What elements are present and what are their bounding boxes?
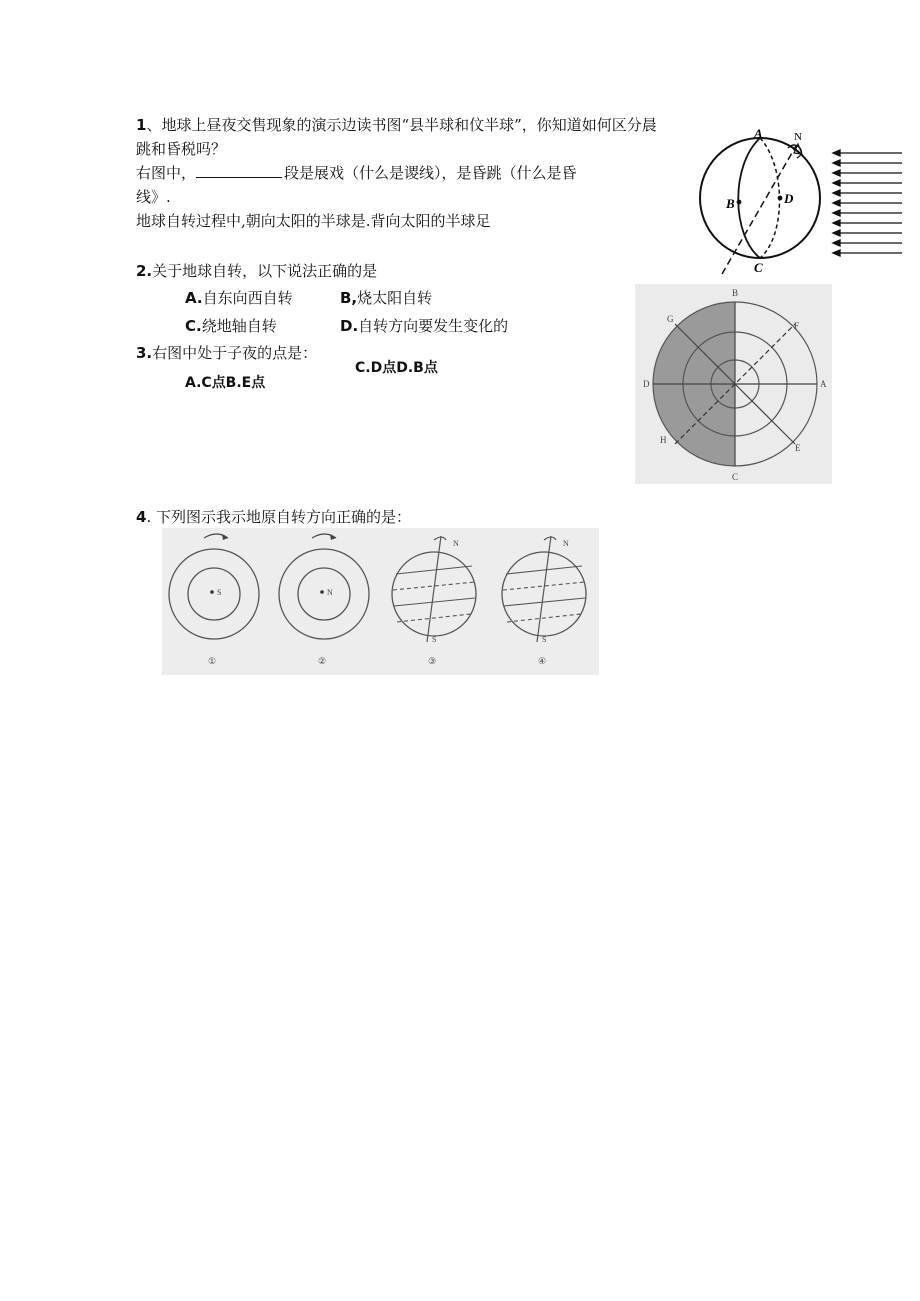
q1-blank[interactable] <box>196 163 282 178</box>
q3-stem <box>136 343 317 363</box>
sun-rays <box>833 150 902 256</box>
q2-stem <box>136 261 377 281</box>
q4-panel-4[interactable] <box>502 536 586 666</box>
option-text: 烧太阳自转 <box>357 289 433 307</box>
q3-polar-figure-frame <box>635 284 832 484</box>
q2-stem-text: 关于地球自转，以下说法正确的是 <box>152 262 378 280</box>
label-f: F <box>794 321 800 331</box>
ray <box>833 170 902 176</box>
q3-polar-figure <box>635 284 832 484</box>
pole-label: S <box>217 588 222 597</box>
option-key: B, <box>340 289 358 307</box>
q3-number: 3. <box>136 344 153 362</box>
option-key: A. <box>185 289 203 307</box>
panel-caption: ① <box>208 656 217 666</box>
ray <box>833 210 902 216</box>
panel-caption: ④ <box>538 656 547 666</box>
ray <box>833 220 902 226</box>
pole-label-bottom: S <box>432 635 437 644</box>
option-text: 自转方向要发生变化的 <box>358 317 509 335</box>
q1-line-1 <box>136 115 657 135</box>
ray <box>833 180 902 186</box>
panel-caption: ② <box>318 656 327 666</box>
q1-text-3-pre: 右图中， <box>136 164 197 182</box>
label-d: D <box>784 191 794 206</box>
q4-panel-1[interactable] <box>169 534 259 666</box>
q4-figure-frame <box>162 528 599 675</box>
q2-option-c[interactable] <box>185 316 277 336</box>
globe-outline <box>700 138 820 258</box>
q4-panel-2[interactable] <box>279 534 369 666</box>
ray <box>833 230 902 236</box>
q4-number: 4 <box>136 508 147 526</box>
label-c: C <box>732 472 739 482</box>
ray <box>833 200 902 206</box>
label-n: N <box>794 131 802 143</box>
option-key: C. <box>185 317 202 335</box>
panel-caption: ③ <box>428 656 437 666</box>
terminator-back <box>760 138 780 258</box>
q3-options-right[interactable]: C.D点D.B点 <box>355 360 438 376</box>
label-h: H <box>660 435 667 445</box>
option-text: 绕地轴自转 <box>201 317 277 335</box>
label-g: G <box>667 314 674 324</box>
q3-stem-text: 右图中处于子夜的点是： <box>152 344 318 362</box>
q1-text-1: 、地球上昼夜交售现象的演示边读书图“县半球和伩半球”，你知道如何区分晨 <box>146 116 657 134</box>
q1-globe-figure <box>690 126 910 276</box>
q4-figure <box>162 528 599 675</box>
q2-option-b[interactable] <box>340 288 432 308</box>
ray <box>833 250 902 256</box>
q2-option-d[interactable] <box>340 316 508 336</box>
label-e: E <box>795 443 801 453</box>
pole-label-bottom: S <box>542 635 547 644</box>
label-b: B <box>726 196 735 211</box>
q1-line-5: 地球自转过程中,朝向太阳的半球是.背向太阳的半球足 <box>136 212 491 230</box>
label-c: C <box>754 260 763 275</box>
label-a: A <box>754 126 763 141</box>
q1-line-4: 线》. <box>136 188 171 206</box>
q4-stem-text: . 下列图示我示地原自转方向正确的是： <box>146 508 411 526</box>
label-b: B <box>732 288 739 298</box>
option-key: D. <box>340 317 359 335</box>
option-text: 自东向西自转 <box>202 289 293 307</box>
ray <box>833 190 902 196</box>
pole-label-top: N <box>453 539 459 548</box>
ray <box>833 240 902 246</box>
q3-options-left[interactable]: A.C点B.E点 <box>185 375 266 391</box>
q1-line-3 <box>136 163 577 183</box>
q4-stem <box>136 507 411 527</box>
q4-panel-3[interactable] <box>392 536 476 666</box>
q1-line-2: 跳和昏税吗？ <box>136 140 227 158</box>
q1-number: 1 <box>136 116 147 134</box>
q1-text-3-post: 段是展戏（什么是谡线），是昏跳（什么是昏 <box>284 164 577 182</box>
point-d-dot <box>778 196 783 201</box>
pole-label: N <box>327 588 333 597</box>
ray <box>833 160 902 166</box>
label-a: A <box>820 379 827 389</box>
q2-number: 2. <box>136 262 153 280</box>
q2-option-a[interactable] <box>185 288 293 308</box>
label-d: D <box>643 379 650 389</box>
ray <box>833 150 902 156</box>
point-b-dot <box>737 200 742 205</box>
pole-label-top: N <box>563 539 569 548</box>
